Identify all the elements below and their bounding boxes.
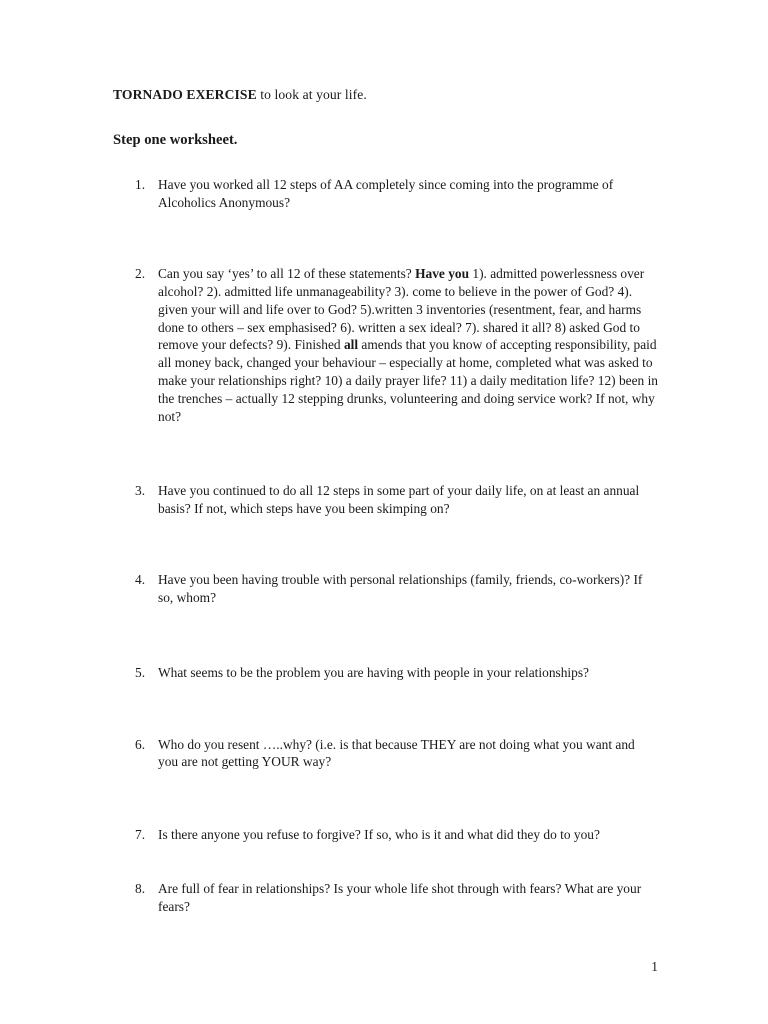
- document-body: [113, 86, 658, 916]
- page-number: 1: [651, 959, 658, 974]
- question-number-6: 6.: [135, 736, 146, 752]
- section-heading: Step one worksheet.: [113, 132, 238, 148]
- document-title: [113, 86, 658, 104]
- question-text-6: Who do you resent …..why? (i.e. is that because THEY are not doing what you want and you are not getting YOUR way?: [158, 736, 635, 770]
- question-number-2: 2.: [135, 265, 146, 281]
- question-item-5: [113, 664, 658, 682]
- document-title-rest: to look at your life.: [256, 87, 367, 102]
- question-text-5: What seems to be the problem you are having with people in your relationships?: [158, 664, 589, 680]
- question-list: [113, 176, 658, 916]
- question-number-8: 8.: [135, 881, 146, 897]
- question-text-1: Have you worked all 12 steps of AA completely since coming into the programme of Alcoholics Anonymous?: [158, 177, 614, 210]
- question-item-3: [113, 482, 658, 518]
- document-title-emphasis: TORNADO EXERCISE: [113, 87, 257, 102]
- question-number-7: 7.: [135, 827, 146, 843]
- question-number-5: 5.: [135, 664, 146, 680]
- question-text-2: Can you say ‘yes’ to all 12 of these statements? Have you 1). admitted powerlessness over alcohol? 2). admitted life unmanageability? 3). come to believe in the power of God? 4). given your will and life over to God? 5).written 3 inventories (resentment, fear, and harms done to others – sex emphasised? 6). written a sex ideal? 7). shared it all? 8) asked God to remove your defects? 9). Finished all amends that you know of accepting responsibility, paid all money back, changed your behaviour – especially at home, completed what was asked to make your relationships right? 10) a daily prayer life? 11) a daily meditation life? 12) been in the trenches – actually 12 stepping drunks, volunteering and doing service work? If not, why not?: [158, 265, 658, 425]
- question-text-7: Is there anyone you refuse to forgive? If so, who is it and what did they do to you?: [158, 827, 600, 843]
- question-number-3: 3.: [135, 482, 146, 498]
- question-text-4: Have you been having trouble with personal relationships (family, friends, co-workers)? If so, whom?: [158, 571, 643, 605]
- question-number-4: 4.: [135, 571, 146, 587]
- question-text-3: Have you continued to do all 12 steps in some part of your daily life, on at least an annual basis? If not, which steps have you been skimping on?: [158, 482, 640, 516]
- question-item-4: [113, 571, 658, 607]
- question-item-7: [113, 826, 658, 844]
- question-item-2: [113, 265, 658, 426]
- question-item-6: [113, 736, 658, 772]
- question-text-8: Are full of fear in relationships? Is your whole life shot through with fears? What are your fears?: [158, 881, 642, 915]
- question-number-1: 1.: [135, 177, 146, 192]
- question-item-1: [113, 176, 658, 212]
- question-item-8: [113, 880, 658, 916]
